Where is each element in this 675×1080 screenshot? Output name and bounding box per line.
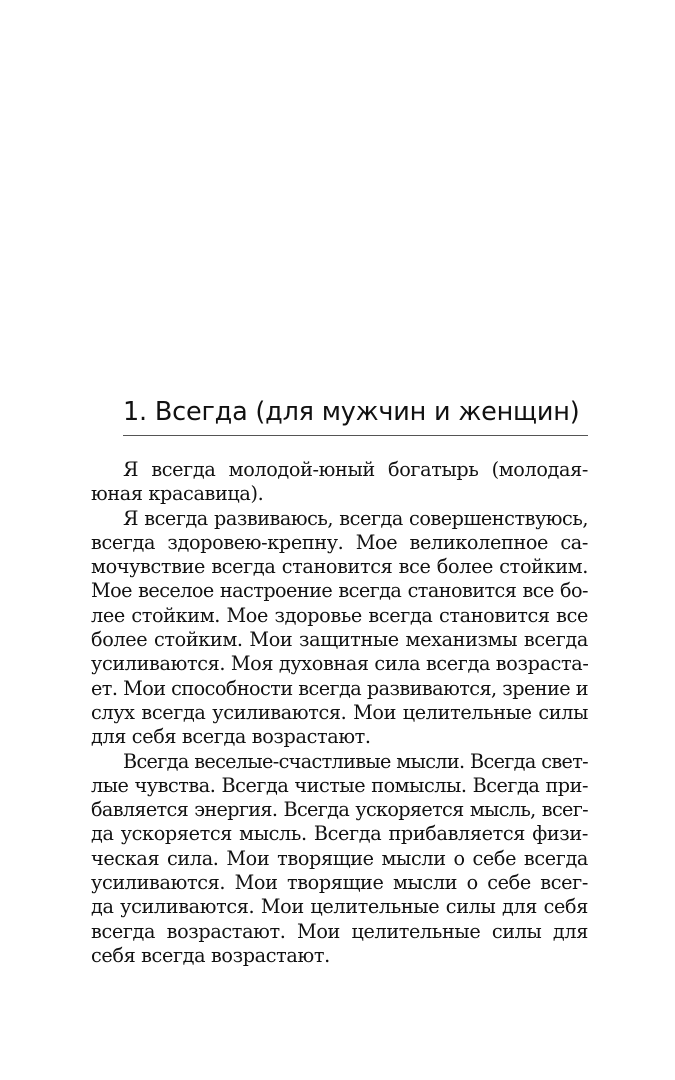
text-line: слух всегда усиливаются. Мои целительные силы: [91, 700, 588, 724]
text-line: Всегда веселые-счастливые мысли. Всегда свет-: [123, 749, 588, 773]
text-line: юная красавица).: [91, 482, 264, 506]
text-line: да ускоряется мысль. Всегда прибавляется физи-: [91, 822, 588, 846]
text-line: усиливаются. Моя духовная сила всегда возраста-: [91, 652, 589, 676]
text-line: усиливаются. Мои творящие мысли о себе всег-: [91, 871, 588, 895]
paragraph-2: [91, 507, 588, 750]
text-line: для себя всегда возрастают.: [91, 725, 371, 749]
text-line: бавляется энергия. Всегда ускоряется мысль, всег-: [91, 798, 588, 822]
text-line: всегда возрастают. Мои целительные силы для: [91, 919, 588, 943]
text-line: всегда здоровею-крепну. Мое великолепное са-: [91, 530, 588, 554]
paragraph-3: [91, 750, 588, 969]
heading-rule: [123, 435, 588, 436]
text-line: Я всегда развиваюсь, всегда совершенствуюсь,: [123, 506, 588, 530]
text-line: да усиливаются. Мои целительные силы для себя: [91, 895, 588, 919]
text-line: лые чувства. Всегда чистые помыслы. Всегда при-: [91, 773, 588, 797]
text-line: Мое веселое настроение всегда становится все бо-: [91, 579, 588, 603]
text-line: Я всегда молодой-юный богатырь (молодая-: [123, 458, 588, 481]
chapter-heading: 1. Всегда (для мужчин и женщин): [123, 397, 580, 427]
text-line: лее стойким. Мое здоровье всегда становится все: [91, 603, 588, 627]
text-line: более стойким. Мои защитные механизмы всегда: [91, 628, 588, 652]
text-line: ческая сила. Мои творящие мысли о себе всегда: [91, 846, 588, 870]
body-text: [91, 458, 588, 968]
text-line: себя всегда возрастают.: [91, 943, 330, 967]
paragraph-1: [91, 458, 588, 507]
text-line: ет. Мои способности всегда развиваются, зрение и: [91, 676, 588, 700]
text-line: мочувствие всегда становится все более стойким.: [91, 555, 588, 579]
